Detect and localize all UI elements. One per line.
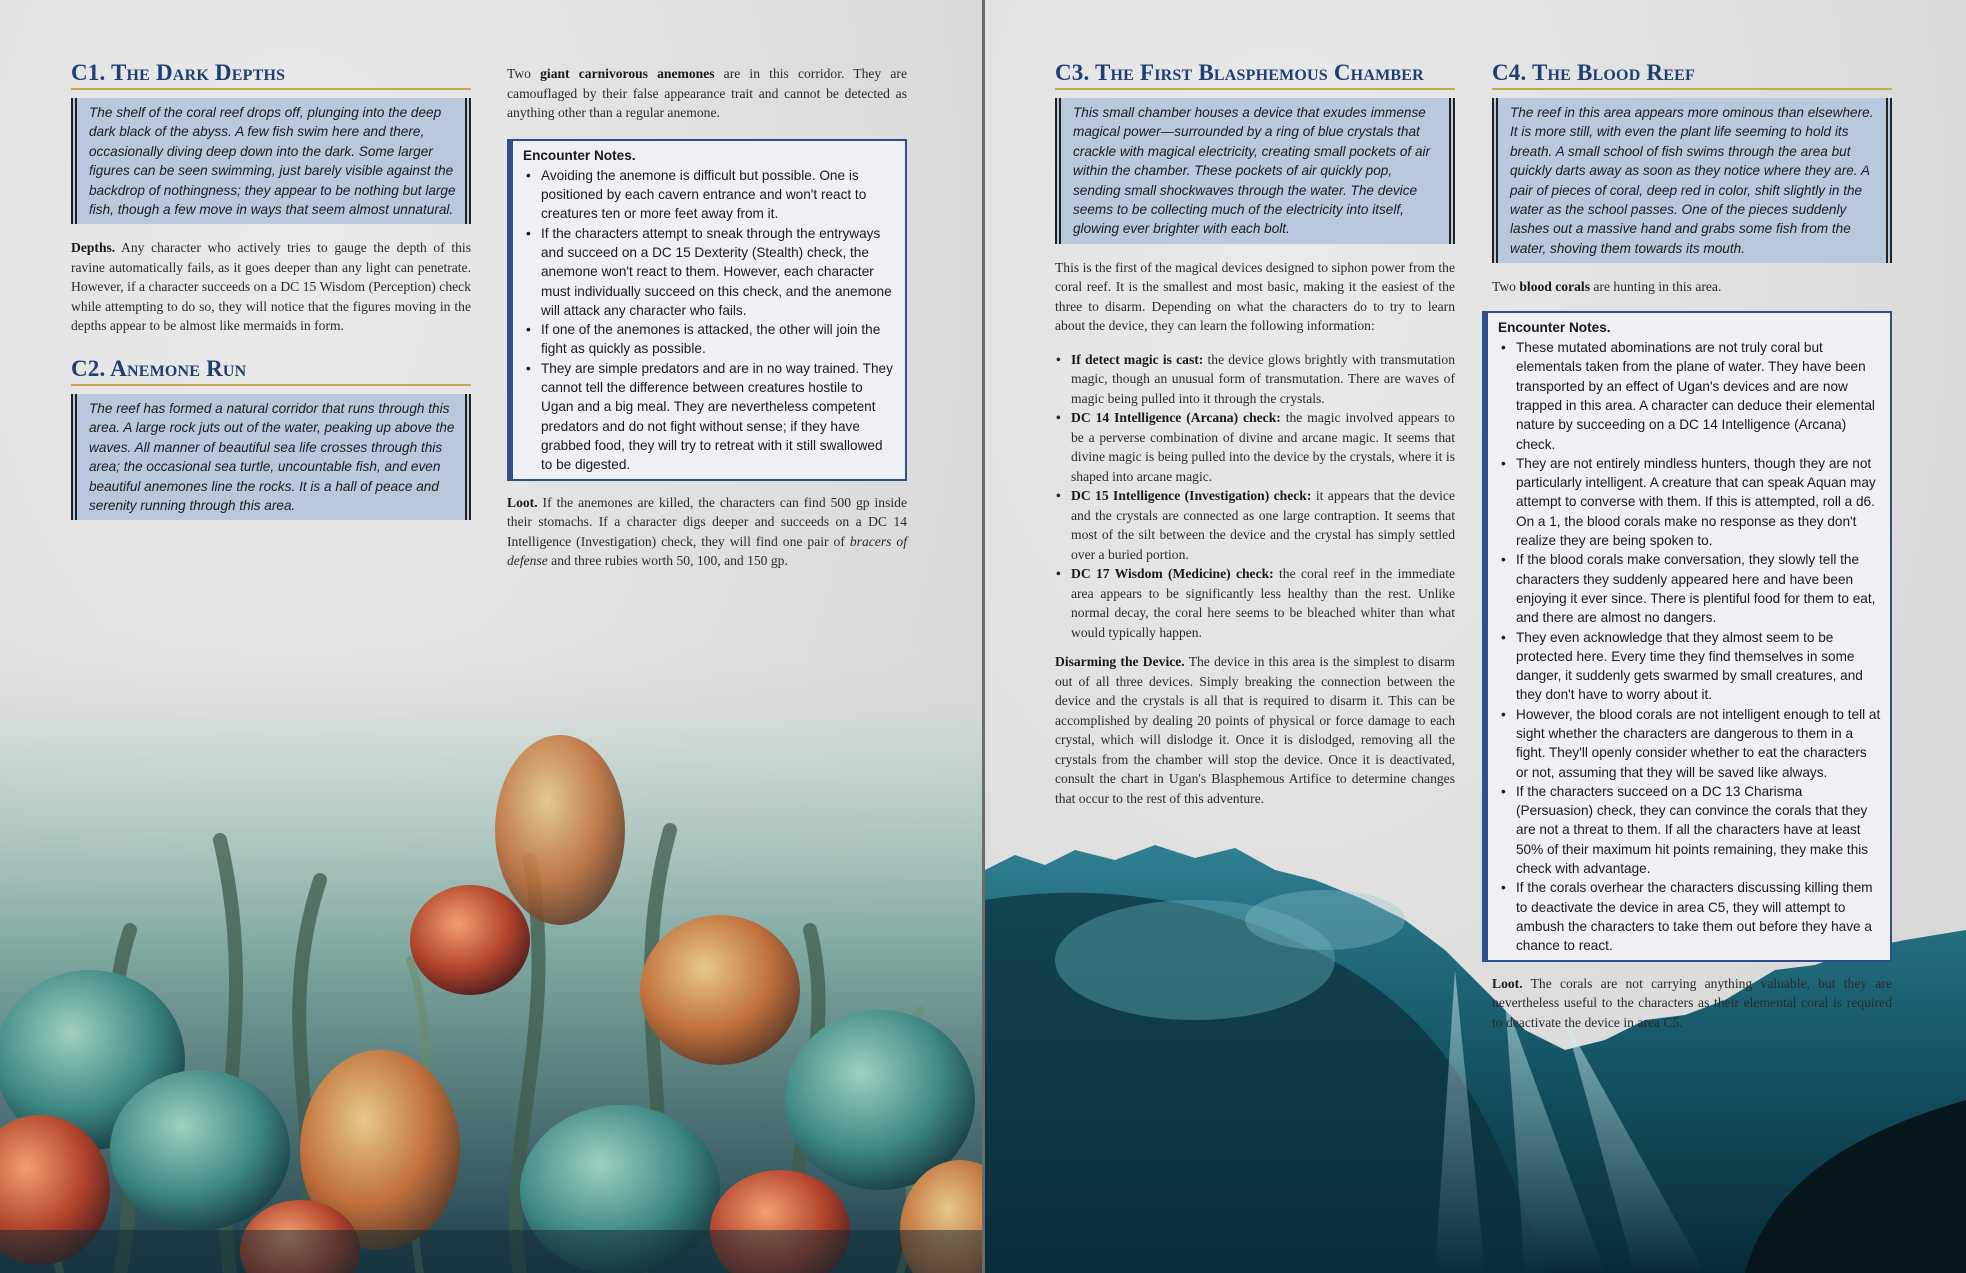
c4-heading: C4. The Blood Reef [1492,60,1892,90]
c2-loot-italic: bracers of defense [507,533,907,569]
list-item [1069,350,1455,409]
check-text: it appears that the device and the crystals are connected as one large contraption. It seems that most of the silt between the device and the crystal has simply settled over a buried portion. [1071,488,1455,562]
c3-checks-list [1055,350,1455,643]
c2-read-aloud-box: The reef has formed a natural corridor that runs through this area. A large rock juts out of the water, peaking up above the waves. All manner of beautiful sea life crosses through this area; the occasional sea turtle, uncountable fish, and even beautiful anemones line the rocks. It is a hall of peace and serenity running through this area. [71,394,471,520]
c2-loot-paragraph [507,493,907,571]
c2-intro-a: Two [507,66,541,81]
c4-intro-a: Two [1492,279,1520,295]
check-text: the device glows brightly with transmutation magic, though an unusual form of transmutation. There are waves of magic being pulled into it through the crystals. [1071,351,1455,406]
c2-loot-a: If the anemones are killed, the characters can find 500 gp inside their stomachs. If a character digs deeper and succeeds on a DC 14 Intelligence (Investigation) check, they will find one pair of [507,494,907,549]
c3-read-aloud-box: This small chamber houses a device that exudes immense magical power—surrounded by a ring of blue crystals that crackle with magical electricity, creating small pockets of air within the chamber. These pockets of air quickly pop, sending small shockwaves through the water. The device seems to be collecting much of the electricity into itself, glowing ever brighter with each bolt. [1055,98,1455,244]
check-text: the magic involved appears to be a perverse combination of divine and arcane magic. It seems that divine magic is being pulled into the device by the crystals, where it is shaped into arcane magic. [1071,410,1455,484]
c2-intro-b: are in this corridor. They are camouflaged by their false appearance trait and cannot be detected as anything other than a regular anemone. [507,66,907,120]
c1-heading: C1. The Dark Depths [71,60,471,90]
c4-loot-paragraph [1492,974,1892,1033]
list-item [1069,408,1455,486]
list-item [1069,564,1455,642]
check-text: the coral reef in the immediate area appears to be significantly less healthy than the rest. Unlike normal decay, the coral here seems to be bleached whiter than what would typically happen. [1071,566,1456,640]
list-item: • They are not entirely mindless hunters, though they are not particularly intelligent. A creature that can speak Aquan may attempt to converse with them. If this is attempted, roll a d6. On a 1, the blood corals make no response as they don't realize they are being spoken to. [1512,454,1882,550]
c2-intro-paragraph [507,64,907,123]
c2-intro-bold: giant carnivorous anemones [540,66,715,81]
c4-loot-text: The corals are not carrying anything valuable, but they are nevertheless useful to the characters as their elemental coral is required to deactivate the device in area C5. [1492,975,1892,1030]
list-item: • If the corals overhear the characters discussing killing them to deactivate the device in area C5, they will attempt to ambush the characters to take them out before they have a chance to react. [1512,878,1882,955]
list-item: • These mutated abominations are not truly coral but elementals taken from the plane of water. They have been transported by an effect of Ugan's devices and are now trapped in this area. A character can deduce their elemental nature by succeeding on a DC 14 Intelligence (Arcana) check. [1512,338,1882,454]
c2-encounter-notes [507,139,907,481]
list-item: • Avoiding the anemone is difficult but possible. One is positioned by each cavern entrance and won't react to creatures ten or more feet away from it. [537,166,897,224]
c4-intro-b: are hunting in this area. [1590,279,1722,295]
c3-intro-paragraph: This is the first of the magical devices designed to siphon power from the coral reef. It is the smallest and most basic, making it the easiest of the three to disarm. Depending on what the characters do to try to learn about the device, they can learn the following information: [1055,259,1455,334]
list-item: • If the characters attempt to sneak through the entryways and succeed on a DC 15 Dexterity (Stealth) check, the anemone won't react to them. However, each character must individually succeed on this check, and the anemone will attack any character who fails. [537,224,897,320]
c4-notes-list [1498,338,1882,956]
c2-notes-heading: Encounter Notes. [523,147,636,163]
c1-depths-text: Any character who actively tries to gauge the depth of this ravine automatically fails, as it goes deeper than any light can penetrate. However, if a character succeeds on a DC 15 Wisdom (Perception) check while attempting to do so, they will notice that the figures moving in the depths appear to be almost like mermaids in form. [71,240,471,334]
c4-loot-lead: Loot. [1492,975,1523,991]
c2-heading: C2. Anemone Run [71,356,471,386]
list-item: • If one of the anemones is attacked, the other will join the fight as quickly as possible. [537,320,897,359]
c3-heading: C3. The First Blasphemous Chamber [1055,60,1455,90]
c2-notes-list [523,166,897,475]
list-item: • However, the blood corals are not intelligent enough to tell at sight whether the characters are dangerous to them in a fight. They'll openly consider whether to eat the characters or not, assuming that they will be saved like always. [1512,705,1882,782]
c3-disarm-text: The device in this area is the simplest to disarm out of all three devices. Simply breaking the connection between the device and the crystals is all that is required to disarm it. This can be accomplished by dealing 20 points of physical or force damage to each crystal, which will dislodge it. Once it is dislodged, removing all the crystals from the chamber will stop the device. Once it is deactivated, consult the chart in Ugan's Blasphemous Artifice to determine changes that occur to the rest of this adventure. [1055,654,1456,806]
c4-intro-bold: blood corals [1519,279,1590,295]
check-lead: DC 14 Intelligence (Arcana) check: [1071,410,1281,426]
c1-depths-paragraph [71,238,471,336]
check-lead: DC 17 Wisdom (Medicine) check: [1071,566,1274,582]
c1-depths-lead: Depths. [71,240,116,256]
column-right-1 [1055,60,1455,818]
c4-encounter-notes [1482,311,1892,962]
column-right-2 [1492,60,1892,1042]
underwater-reef-illustration [0,630,982,1273]
list-item [1069,486,1455,564]
column-left-2 [507,64,907,581]
c3-disarm-paragraph [1055,652,1455,808]
list-item: • They are simple predators and are in no way trained. They cannot tell the difference between creatures hostile to Ugan and a big meal. They are nevertheless competent predators and do not fight without sense; if they have grabbed food, they will try to retreat with it still swallowed to be digested. [537,359,897,475]
check-lead: If detect magic is cast: [1071,351,1204,367]
right-page [985,0,1966,1273]
c4-notes-heading: Encounter Notes. [1498,319,1611,335]
column-left-1 [71,60,471,534]
c4-read-aloud-box: The reef in this area appears more ominous than elsewhere. It is more still, with even the plant life seeming to hold its breath. A small school of fish swims through the area but quickly darts away as soon as they notice where they are. A pair of pieces of coral, deep red in color, shift slightly in the water as the school passes. One of the pieces suddenly lashes out a massive hand and grabs some fish from the water, shoving them towards its mouth. [1492,98,1892,263]
c3-disarm-lead: Disarming the Device. [1055,654,1185,670]
c2-loot-lead: Loot. [507,494,538,510]
c1-read-aloud-box: The shelf of the coral reef drops off, plunging into the deep dark black of the abyss. A few fish swim here and there, occasionally diving deep down into the dark. Some larger figures can be seen swimming, just barely visible against the backdrop of nothingness; they appear to be nothing but large fish, though a few move in ways that seem almost unnatural. [71,98,471,224]
list-item: • If the characters succeed on a DC 13 Charisma (Persuasion) check, they can convince the corals that they are not a threat to them. If all the characters have at least 50% of their maximum hit points remaining, they make this check with advantage. [1512,782,1882,878]
list-item: • They even acknowledge that they almost seem to be protected here. Every time they find themselves in some danger, it suddenly gets swarmed by small creatures, and they don't have to worry about it. [1512,628,1882,705]
c4-intro-paragraph [1492,277,1892,297]
c2-loot-b: and three rubies worth 50, 100, and 150 gp. [547,553,788,569]
list-item: • If the blood corals make conversation, they slowly tell the characters they suddenly appeared here and have been enjoying it ever since. There is plentiful food for them to eat, and there are almost no dangers. [1512,550,1882,627]
check-lead: DC 15 Intelligence (Investigation) check: [1071,488,1312,504]
left-page [0,0,982,1273]
